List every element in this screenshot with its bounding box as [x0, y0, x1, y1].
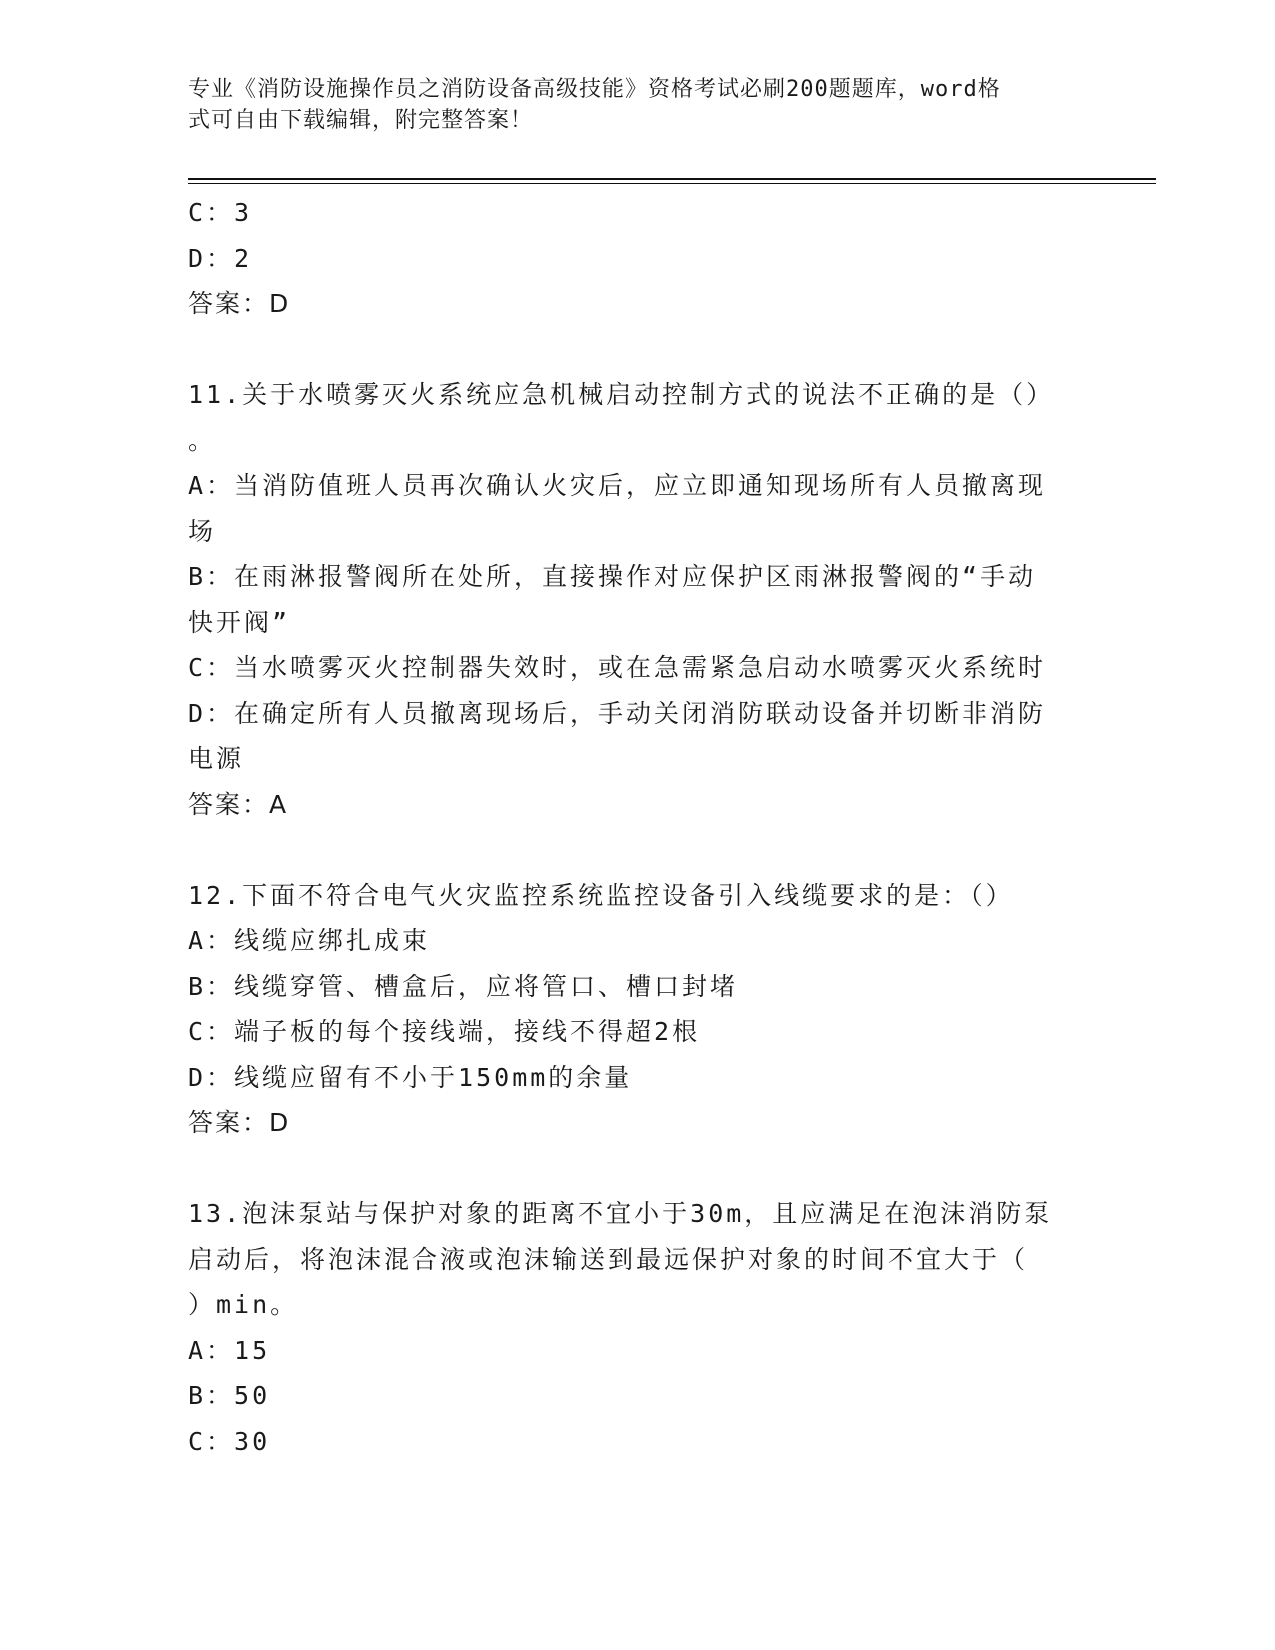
option-c: C：端子板的每个接线端，接线不得超2根	[188, 1017, 701, 1046]
question-list	[188, 190, 1088, 1464]
option-d: D：线缆应留有不小于150mm的余量	[188, 1062, 633, 1092]
option-d: D：在确定所有人员撤离现场后，手动关闭消防联动设备并切断非消防	[188, 698, 1047, 728]
question-block-12	[188, 873, 1088, 1146]
spacer	[188, 327, 1088, 373]
option-a: A：当消防值班人员再次确认火灾后，应立即通知现场所有人员撤离现	[188, 471, 1047, 500]
option-d: D：2	[188, 243, 253, 273]
header-line-1: 专业《消防设施操作员之消防设备高级技能》资格考试必刷200题题库，word格	[188, 77, 1001, 102]
option-b: B：50	[188, 1381, 271, 1410]
option-b-continued: 快开阀”	[188, 607, 291, 637]
answer-line: 答案：D	[188, 1108, 291, 1137]
option-b: B：在雨淋报警阀所在处所，直接操作对应保护区雨淋报警阀的“手动	[188, 562, 1037, 591]
option-c: C：当水喷雾灭火控制器失效时，或在急需紧急启动水喷雾灭火系统时	[188, 653, 1047, 682]
question-block-prev	[188, 190, 1088, 327]
option-c: C：30	[188, 1426, 271, 1456]
option-c: C：3	[188, 198, 253, 227]
header-divider-thick	[188, 178, 1156, 180]
question-stem-continued: 启动后，将泡沫混合液或泡沫输送到最远保护对象的时间不宜大于（	[188, 1244, 1029, 1274]
header-divider-thin	[188, 183, 1156, 184]
option-a: A：15	[188, 1335, 271, 1365]
question-stem-continued: 。	[188, 425, 217, 455]
option-a-continued: 场	[188, 516, 217, 546]
answer-line: 答案：A	[188, 789, 289, 819]
answer-line: 答案：D	[188, 289, 291, 318]
option-b: B：线缆穿管、槽盒后，应将管口、槽口封堵	[188, 971, 739, 1001]
option-d-continued: 电源	[188, 744, 245, 773]
question-block-11	[188, 372, 1088, 827]
question-block-13	[188, 1191, 1088, 1464]
page-header	[188, 74, 1068, 136]
question-stem-continued: ）min。	[188, 1290, 299, 1319]
spacer	[188, 1146, 1088, 1192]
question-stem: 12.下面不符合电气火灾监控系统监控设备引入线缆要求的是：（）	[188, 880, 1014, 910]
spacer	[188, 827, 1088, 873]
question-stem: 13.泡沫泵站与保护对象的距离不宜小于30m，且应满足在泡沫消防泵	[188, 1199, 1053, 1228]
question-stem: 11.关于水喷雾灭火系统应急机械启动控制方式的说法不正确的是（）	[188, 380, 1055, 409]
option-a: A：线缆应绑扎成束	[188, 926, 431, 955]
header-line-2: 式可自由下载编辑，附完整答案！	[188, 108, 534, 133]
